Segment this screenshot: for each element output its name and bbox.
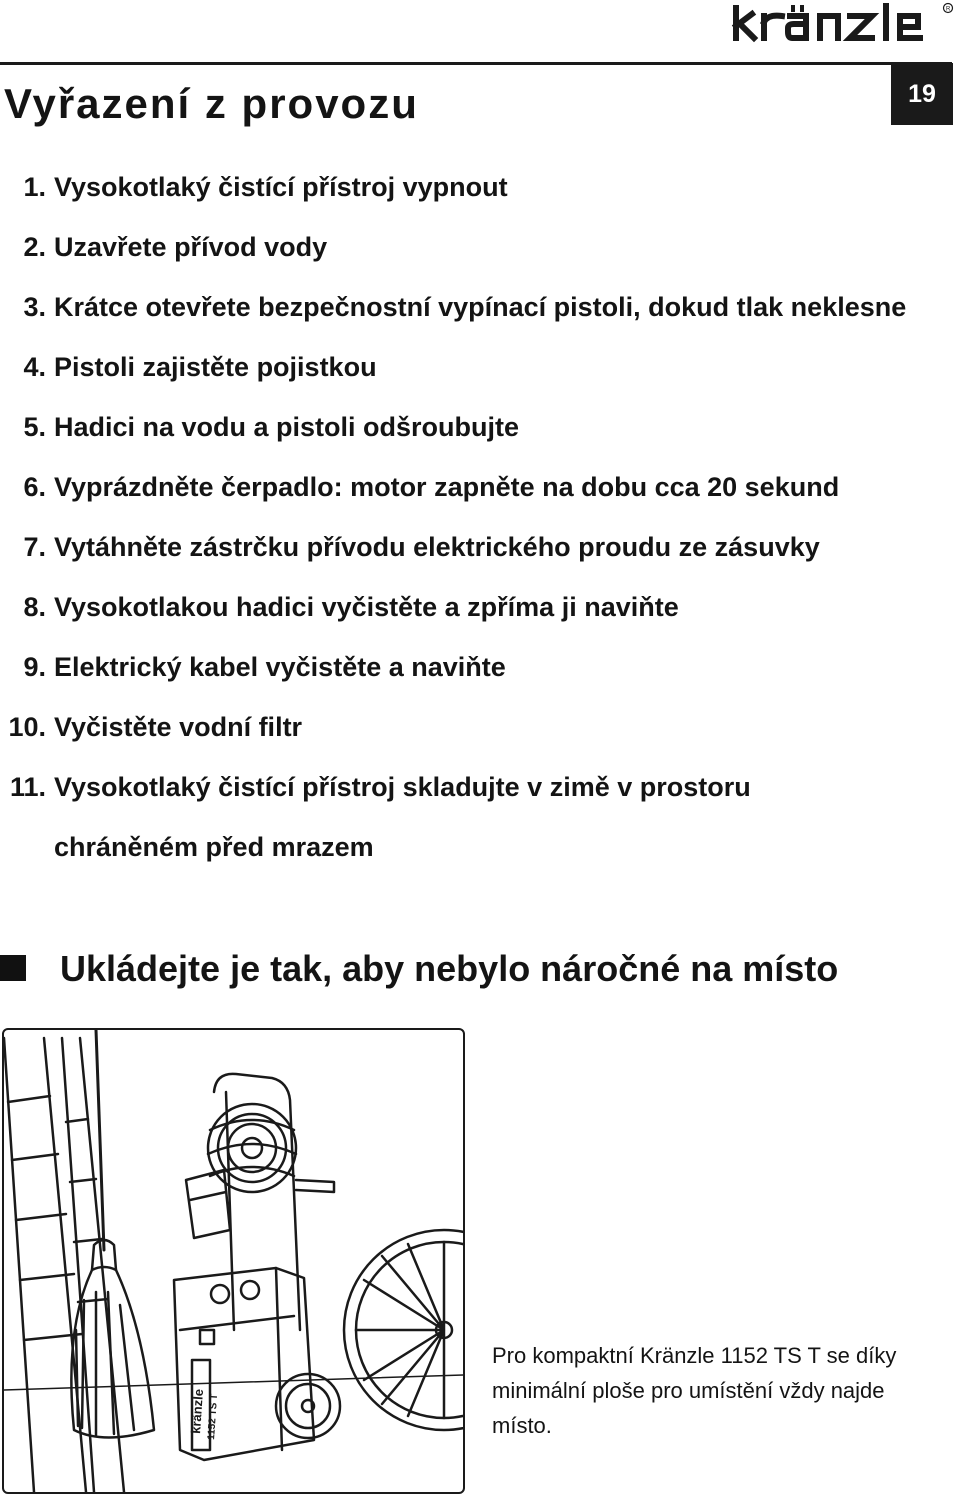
step-number: 4. xyxy=(23,352,46,382)
step-text: Vytáhněte zástrčku přívodu elektrického proudu ze zásuvky xyxy=(54,532,820,562)
step-text: Vyprázdněte čerpadlo: motor zapněte na dobu cca 20 sekund xyxy=(54,472,840,502)
kranzle-logo xyxy=(730,2,956,44)
header-rule xyxy=(0,62,952,65)
step-number: 11. xyxy=(9,772,46,802)
step-number: 2. xyxy=(23,232,46,262)
step-number: 3. xyxy=(23,292,46,322)
step-text: Elektrický kabel vyčistěte a naviňte xyxy=(54,652,506,682)
svg-text:R: R xyxy=(946,6,951,13)
step-text: Uzavřete přívod vody xyxy=(54,232,328,262)
storage-illustration xyxy=(2,1028,465,1494)
step-text: Vysokotlakou hadici vyčistěte a zpříma ji naviňte xyxy=(54,592,679,622)
bullet-square-icon xyxy=(0,955,26,981)
step-number: 6. xyxy=(23,472,46,502)
section-title: Vyřazení z provozu xyxy=(4,80,419,127)
step-number: 5. xyxy=(23,412,46,442)
machine-model-label: 1152 TS T xyxy=(206,1393,221,1441)
step-text: Vyčistěte vodní filtr xyxy=(54,712,303,742)
step-number: 8. xyxy=(23,592,46,622)
step-text: Pistoli zajistěte pojistkou xyxy=(54,352,377,382)
step-text: chráněném před mrazem xyxy=(54,832,374,862)
step-text: Vysokotlaký čistící přístroj vypnout xyxy=(54,172,508,202)
illustration-caption: Pro kompaktní Kränzle 1152 TS T se díky minimální ploše pro umístění vždy najde místo. xyxy=(492,1343,897,1438)
step-text: Krátce otevřete bezpečnostní vypínací pistoli, dokud tlak neklesne xyxy=(54,292,907,322)
step-number: 9. xyxy=(23,652,46,682)
step-number: 10. xyxy=(8,712,46,742)
storage-subtitle: Ukládejte je tak, aby nebylo náročné na místo xyxy=(60,948,839,989)
step-text: Vysokotlaký čistící přístroj skladujte v zimě v prostoru xyxy=(54,772,751,802)
step-text: Hadici na vodu a pistoli odšroubujte xyxy=(54,412,520,442)
pressure-washer-illustration xyxy=(4,1030,463,1492)
step-number: 7. xyxy=(23,532,46,562)
page-number: 19 xyxy=(891,63,953,125)
step-number: 1. xyxy=(23,172,46,202)
machine-brand-label: kränzle xyxy=(188,1388,207,1435)
